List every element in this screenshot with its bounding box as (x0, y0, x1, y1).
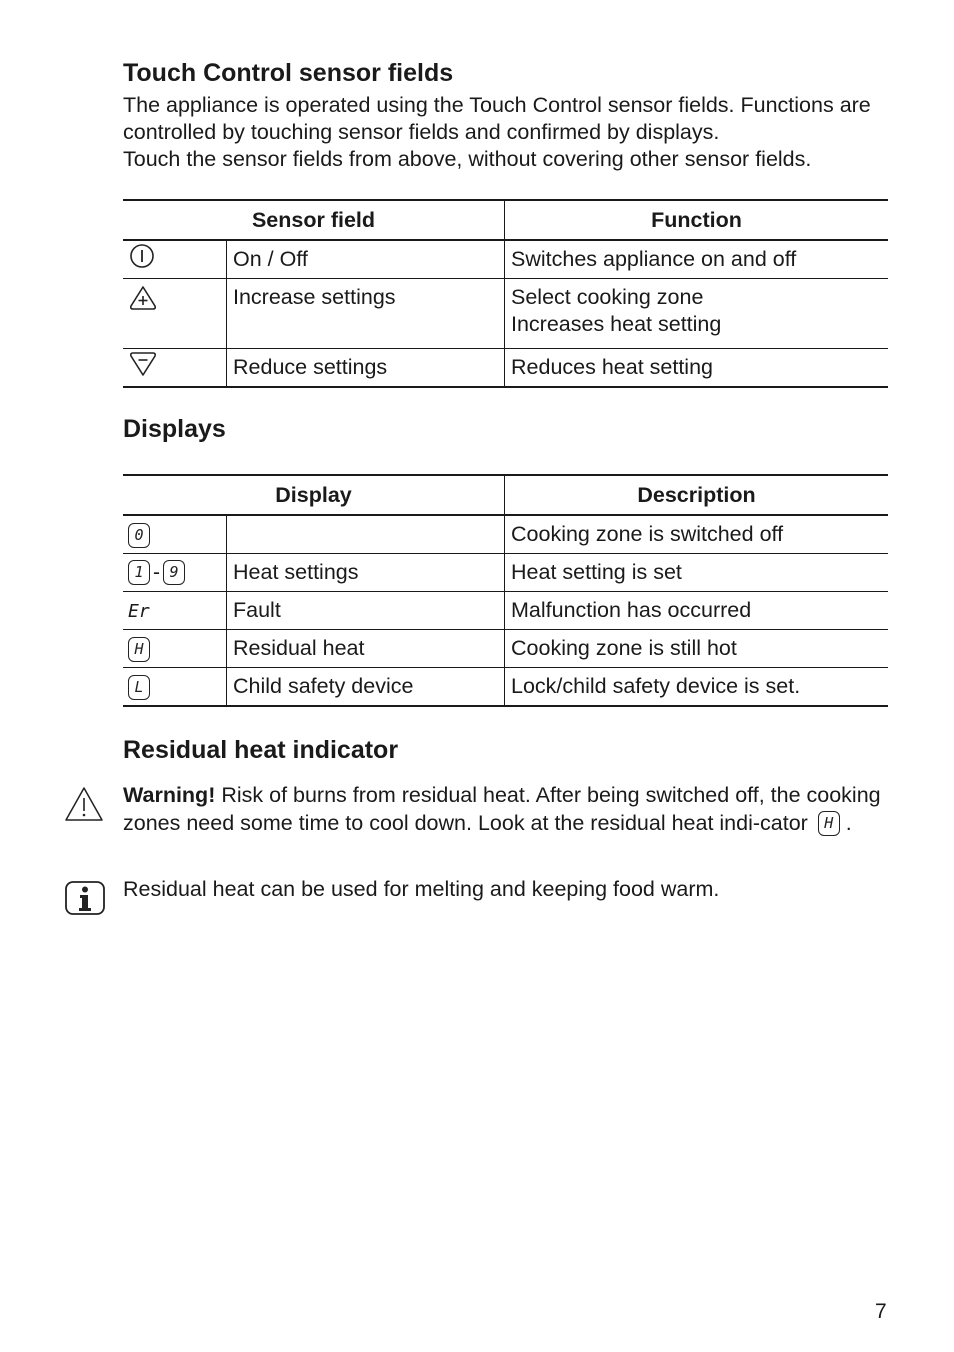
intro-paragraph (123, 92, 898, 173)
display-symbol-error: Er (128, 600, 150, 622)
section-title-residual-heat: Residual heat indicator (123, 736, 399, 764)
plus-triangle-icon (128, 284, 158, 312)
power-icon (128, 242, 156, 270)
function-line: Increases heat setting (511, 312, 722, 336)
display-symbol-l: L (128, 675, 150, 700)
display-name: Heat settings (227, 554, 505, 592)
display-description: Cooking zone is still hot (505, 630, 889, 668)
display-name (227, 515, 505, 554)
table-row (123, 668, 888, 707)
table-row (123, 554, 888, 592)
display-symbol-zero: 0 (128, 523, 150, 548)
table-row (123, 515, 888, 554)
section-title-touch-control: Touch Control sensor fields (123, 59, 454, 87)
table-row (123, 279, 888, 349)
warning-end: . (839, 810, 852, 835)
table-row (123, 630, 888, 668)
table-row (123, 240, 888, 279)
warning-label: Warning! (123, 783, 216, 807)
range-dash: - (153, 561, 160, 585)
sensor-name: On / Off (227, 240, 505, 279)
intro-text-1: The appliance is operated using the Touch Control sensor fields. Functions are controlled by touching sensor fields and confirmed by displays. (123, 93, 871, 144)
sensor-function: Switches appliance on and off (505, 240, 889, 279)
minus-triangle-icon (128, 350, 158, 378)
header-function: Function (505, 200, 889, 240)
display-description: Malfunction has occurred (505, 592, 889, 630)
display-description: Lock/child safety device is set. (505, 668, 889, 707)
display-symbol-nine: 9 (163, 560, 185, 585)
info-paragraph: Residual heat can be used for melting and keeping food warm. (123, 877, 720, 901)
function-line: Select cooking zone (511, 285, 704, 309)
header-description: Description (505, 475, 889, 515)
sensor-name: Reduce settings (227, 349, 505, 388)
page-number: 7 (875, 1300, 887, 1323)
section-title-displays: Displays (123, 415, 226, 443)
display-name: Residual heat (227, 630, 505, 668)
sensor-function: Reduces heat setting (505, 349, 889, 388)
sensor-name: Increase settings (227, 279, 505, 349)
display-name: Child safety device (227, 668, 505, 707)
warning-triangle-icon (64, 786, 104, 822)
display-symbol-h: H (128, 637, 150, 662)
display-table (123, 474, 888, 707)
display-description: Heat setting is set (505, 554, 889, 592)
warning-paragraph (123, 782, 893, 837)
intro-text-2: Touch the sensor fields from above, without covering other sensor fields. (123, 147, 812, 171)
sensor-field-table (123, 199, 888, 388)
info-icon (64, 880, 106, 916)
table-row (123, 592, 888, 630)
header-display: Display (123, 475, 505, 515)
header-sensor-field: Sensor field (123, 200, 505, 240)
warning-text: Risk of burns from residual heat. After being switched off, the cooking zones need some time to cool down. Look at the residual heat indi-cator (123, 783, 881, 835)
table-row (123, 349, 888, 388)
sensor-function (505, 279, 889, 349)
residual-heat-symbol: H (818, 811, 840, 836)
display-symbol-one: 1 (128, 560, 150, 585)
display-name: Fault (227, 592, 505, 630)
display-description: Cooking zone is switched off (505, 515, 889, 554)
